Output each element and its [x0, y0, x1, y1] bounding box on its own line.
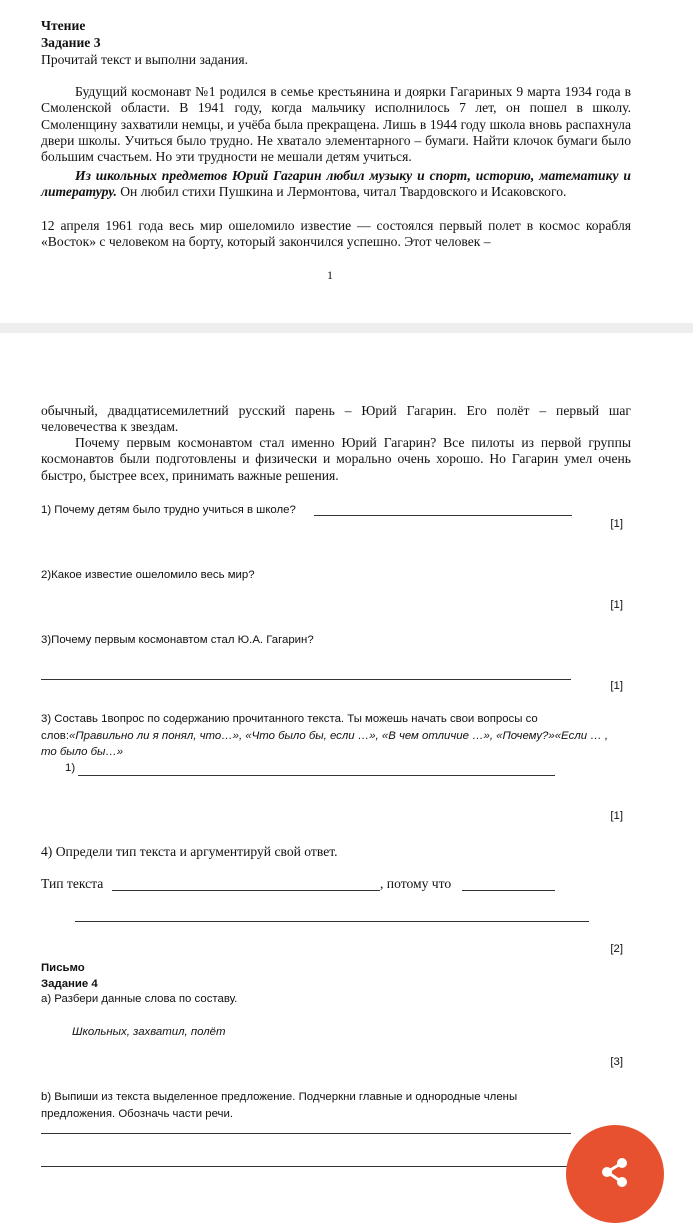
answer-line-text-type[interactable]	[112, 890, 380, 891]
task-3-title: Задание 3	[41, 35, 101, 50]
document-page-1	[0, 0, 693, 323]
score-4a: [3]	[610, 1056, 623, 1068]
question-compose	[41, 711, 623, 761]
share-button[interactable]	[566, 1125, 664, 1223]
share-icon	[598, 1155, 632, 1189]
answer-line-q1[interactable]	[314, 515, 572, 516]
text-paragraph-2	[41, 168, 631, 201]
task-4a-words: Школьных, захватил, полёт	[72, 1026, 226, 1038]
question-text-type: 4) Определи тип текста и аргументируй свой ответ.	[41, 844, 338, 859]
score-q3: [1]	[610, 680, 623, 692]
task-3-instruction: Прочитай текст и выполни задания.	[41, 52, 248, 67]
question-compose-text: 3) Составь 1вопрос по содержанию прочитанного текста. Ты можешь начать свои вопросы со слов:	[41, 713, 538, 742]
question-3: 3)Почему первым космонавтом стал Ю.А. Гагарин?	[41, 634, 314, 646]
task-4b: b) Выпиши из текста выделенное предложение. Подчеркни главные и однородные члены предложения. Обозначь части речи.	[41, 1091, 518, 1120]
paragraph-2-rest: Он любил стихи Пушкина и Лермонтова, читал Твардовского и Исаковского.	[116, 184, 567, 200]
text-type-label: Тип текста	[41, 876, 104, 891]
text-paragraph-4	[41, 435, 631, 484]
paragraph-1-text: Будущий космонавт №1 родился в семье крестьянина и доярки Гагариных 9 марта 1934 года в Смоленской области. В 1941 году, когда мальчику исполнилось 7 лет, он пошел в школу. Смоленщину захватили немцы, и учёба была прекращена. Лишь в 1944 году школа вновь распахнула двери школы. Учиться было трудно. Не хватало элементарного – бумаги. Найти клочок бумаги было большим счастьем. Но эти трудности не мешали детям учиться.	[41, 84, 631, 165]
answer-line-4b-1[interactable]	[41, 1133, 571, 1134]
section-title-writing: Письмо	[41, 962, 85, 974]
text-paragraph-3: 12 апреля 1961 года весь мир ошеломило известие — состоялся первый полет в космос корабля «Восток» с человеком на борту, который закончился успешно. Этот человек –	[41, 218, 631, 250]
task-4-title: Задание 4	[41, 978, 98, 990]
answer-line-4b-2[interactable]	[41, 1166, 571, 1167]
page-separator	[0, 323, 693, 333]
answer-line-q3[interactable]	[41, 679, 571, 680]
text-continuation: обычный, двадцатисемилетний русский парень – Юрий Гагарин. Его полёт – первый шаг человечества к звездам.	[41, 403, 631, 435]
section-title-reading: Чтение	[41, 18, 86, 33]
task-4a: а) Разбери данные слова по составу.	[41, 993, 238, 1005]
score-q1: [1]	[610, 518, 623, 530]
question-2: 2)Какое известие ошеломило весь мир?	[41, 569, 255, 581]
because-label: , потому что	[380, 876, 452, 891]
paragraph-4-text: Почему первым космонавтом стал именно Юрий Гагарин? Все пилоты из первой группы космонавтов были подготовлены и физически и морально очень хорошо. Но Гагарин умел очень быстро, быстрее всех, принимать важные решения.	[41, 435, 631, 483]
document-page-2	[0, 333, 693, 1188]
question-compose-examples: «Правильно ли я понял, что…», «Что было бы, если …», «В чем отличие …», «Почему?»«Если … , то было бы…»	[41, 729, 608, 758]
score-q2: [1]	[610, 599, 623, 611]
score-text-type: [2]	[610, 943, 623, 955]
highlighted-sentence: Из школьных предметов Юрий Гагарин любил музыку и спорт, историю, математику и литературу.	[41, 168, 631, 200]
text-paragraph-1	[41, 84, 631, 165]
answer-line-compose[interactable]	[78, 775, 555, 776]
answer-line-argument[interactable]	[75, 921, 589, 922]
page-number: 1	[327, 268, 333, 282]
answer-line-because[interactable]	[462, 890, 555, 891]
answer-label-1: 1)	[65, 762, 76, 774]
question-1: 1) Почему детям было трудно учиться в школе?	[41, 504, 296, 516]
score-compose: [1]	[610, 810, 623, 822]
